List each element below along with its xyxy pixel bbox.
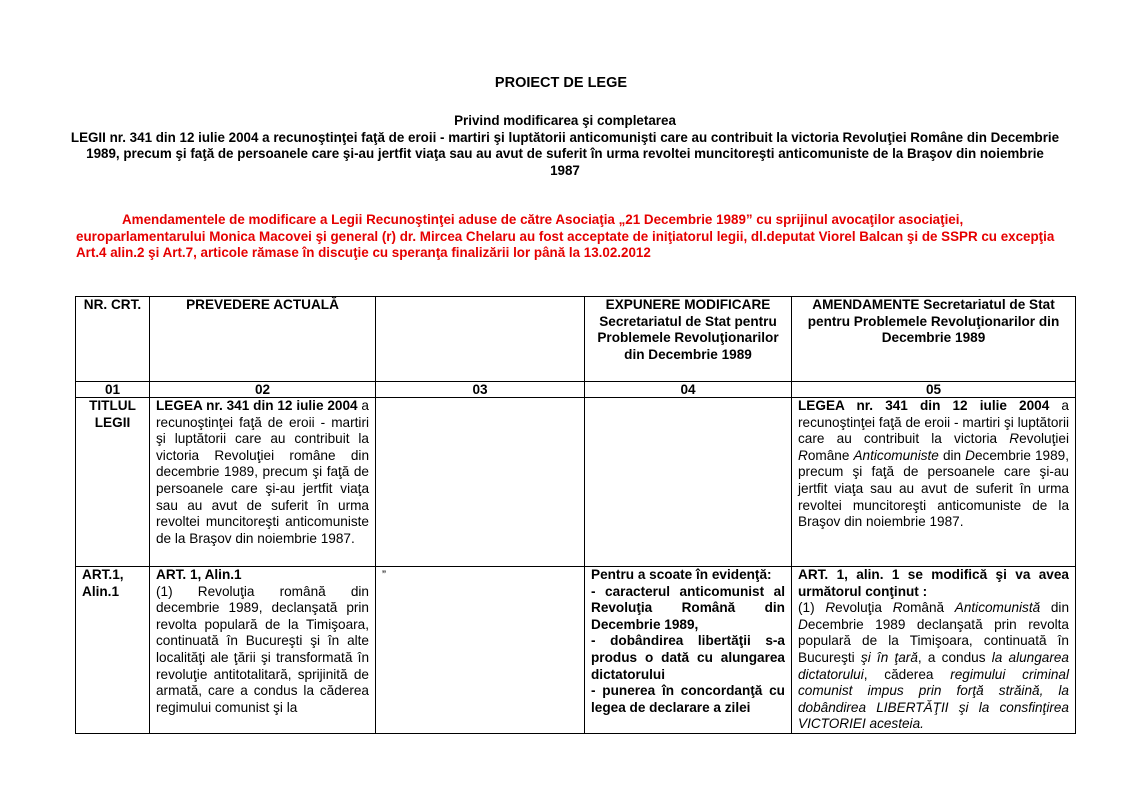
amendments-note-text: Amendamentele de modificare a Legii Recunoştinţei aduse de către Asociaţia „21 Decembrie 1989” cu sprijinul avocaţilor asociaţiei, europarlamentarului Monica Macovei şi general (r) dr. Mircea Chelaru au fost acceptate de iniţiatorul legii, dl.deputat Viorel Balcan şi de SSPR cu excepţia Art.4 alin.2 şi Art.7, articole rămase în discuţie cu speranţa finalizării lor până la 13.02.2012	[76, 212, 1055, 260]
amendment-body	[798, 600, 1069, 733]
header-amendamente-bold: AMENDAMENTE	[812, 297, 920, 312]
explanation-item: - caracterul anticomunist al Revoluţia Română din Decembrie 1989,	[591, 583, 785, 632]
text-run: omâne	[807, 447, 854, 463]
column-number-row	[76, 382, 1076, 398]
text-run: (1)	[798, 600, 826, 616]
text-run: ecembrie 1989 declanşată prin revolta populară de la Timişoara, continuată în Bucureşti	[798, 616, 1069, 665]
subtitle-line-2: LEGII nr. 341 din 12 iulie 2004 a recunoştinţei faţă de eroii - martiri şi luptătorii anticomunişti care au contribuit la victoria Revoluţiei Române din Decembrie 1989, precum şi faţă de persoanele care şi-au jertfit viaţa sau au avut de suferit în urma revoltei muncitoreşti anticomuniste de la Braşov din noiembrie 1987	[70, 129, 1060, 178]
amendments-note	[76, 212, 1076, 262]
text-run-italic: şi în ţară	[860, 649, 918, 665]
document-subtitle	[70, 113, 1060, 179]
page-title: PROIECT DE LEGE	[494, 75, 628, 91]
text-run-italic: D	[965, 447, 975, 463]
text-run: evoluţiei	[1019, 431, 1069, 447]
text-run-italic: R	[798, 447, 808, 463]
header-col-03	[376, 297, 585, 382]
text-run-italic: R	[1009, 431, 1020, 447]
law-reference: LEGEA nr. 341 din 12 iulie 2004	[798, 398, 1050, 413]
text-run: evoluţia	[835, 600, 893, 616]
provision-text: (1) Revoluţia română din decembrie 1989, declanşată prin revolta populară de la Timişoara, continuată în Bucureşti şi în alte localităţi ale ţării şi transformată în revoluţie antitotalitară, sprijinită de armată, care a condus la căderea regimului comunist şi la	[156, 583, 369, 715]
header-amendamente-rest: Secretariatul de Stat pentru Problemele Revoluţionarilor din Decembrie 1989	[807, 297, 1060, 345]
header-nr-crt: NR. CRT.	[76, 297, 150, 382]
header-amendamente	[792, 297, 1076, 382]
current-provision	[150, 398, 376, 567]
col-03-cell	[376, 398, 585, 567]
modification-explanation	[585, 567, 792, 734]
text-run-italic: R	[825, 600, 836, 616]
text-run: omână	[902, 600, 955, 616]
row-label: TITLUL LEGII	[76, 398, 150, 567]
column-number: 05	[792, 382, 1076, 398]
explanation-item: - dobândirea libertăţii s-a produs o dată cu alungarea dictatorului	[591, 633, 785, 682]
table-header-row	[76, 297, 1076, 382]
explanation-item: - punerea în concordanţă cu legea de declarare a zilei	[591, 683, 785, 715]
column-number: 01	[76, 382, 150, 398]
explanation-intro: Pentru a scoate în evidenţă:	[591, 567, 772, 582]
subtitle-line-1: Privind modificarea şi completarea	[454, 113, 676, 128]
text-run-italic: la alungarea dictatorului	[798, 649, 1069, 682]
header-prevedere-actuala: PREVEDERE ACTUALĂ	[150, 297, 376, 382]
text-run-italic: Anticomuniste	[853, 447, 939, 463]
amendment-text	[792, 567, 1076, 734]
text-run-italic: regimului criminal comunist impus prin forţă străină, la dobândirea LIBERTĂŢII şi la consfinţirea VICTORIEI acesteia.	[798, 666, 1069, 732]
row-label: ART.1, Alin.1	[76, 567, 150, 734]
law-reference: LEGEA nr. 341 din 12 iulie 2004	[156, 398, 358, 413]
text-run: din	[1040, 600, 1070, 616]
provision-text: a recunoştinţei faţă de eroii - martiri şi luptătorii care au contribuit la victoria Revoluţiei române din decembrie 1989, precum şi faţă de persoanele care şi-au jertfit viaţa sau au avut de suferit în urma revoltei muncitoreşti anticomuniste de la Braşov din noiembrie 1987.	[156, 398, 369, 546]
text-run: a recunoştinţei faţă de eroii - martiri şi luptătorii care au contribuit la victoria	[798, 398, 1069, 447]
text-run-italic: R	[892, 600, 903, 616]
text-run: , căderea	[863, 666, 951, 682]
modification-explanation	[585, 398, 792, 567]
header-expunere-modificare: EXPUNERE MODIFICARE Secretariatul de Stat pentru Problemele Revoluţionarilor din Decembrie 1989	[585, 297, 792, 382]
amendments-table	[75, 296, 1076, 734]
text-run-italic: Anticomunistă	[954, 600, 1041, 616]
table-row	[76, 398, 1076, 567]
column-number: 02	[150, 382, 376, 398]
column-number: 03	[376, 382, 585, 398]
table-row	[76, 567, 1076, 734]
text-run: din	[938, 447, 966, 463]
amendment-text	[792, 398, 1076, 567]
text-run: , a condus	[917, 649, 992, 665]
text-run-italic: D	[798, 616, 808, 632]
text-run: ecembrie 1989, precum şi faţă de persoanele care şi-au jertfit viaţa sau au avut de suferit în urma revoltei muncitoreşti anticomuniste de la Braşov din noiembrie 1987.	[798, 447, 1070, 530]
column-number: 04	[585, 382, 792, 398]
amendment-heading: ART. 1, alin. 1 se modifică şi va avea următorul conţinut :	[798, 567, 1069, 599]
col-03-cell: ”	[376, 567, 585, 734]
article-heading: ART. 1, Alin.1	[156, 567, 242, 582]
current-provision	[150, 567, 376, 734]
